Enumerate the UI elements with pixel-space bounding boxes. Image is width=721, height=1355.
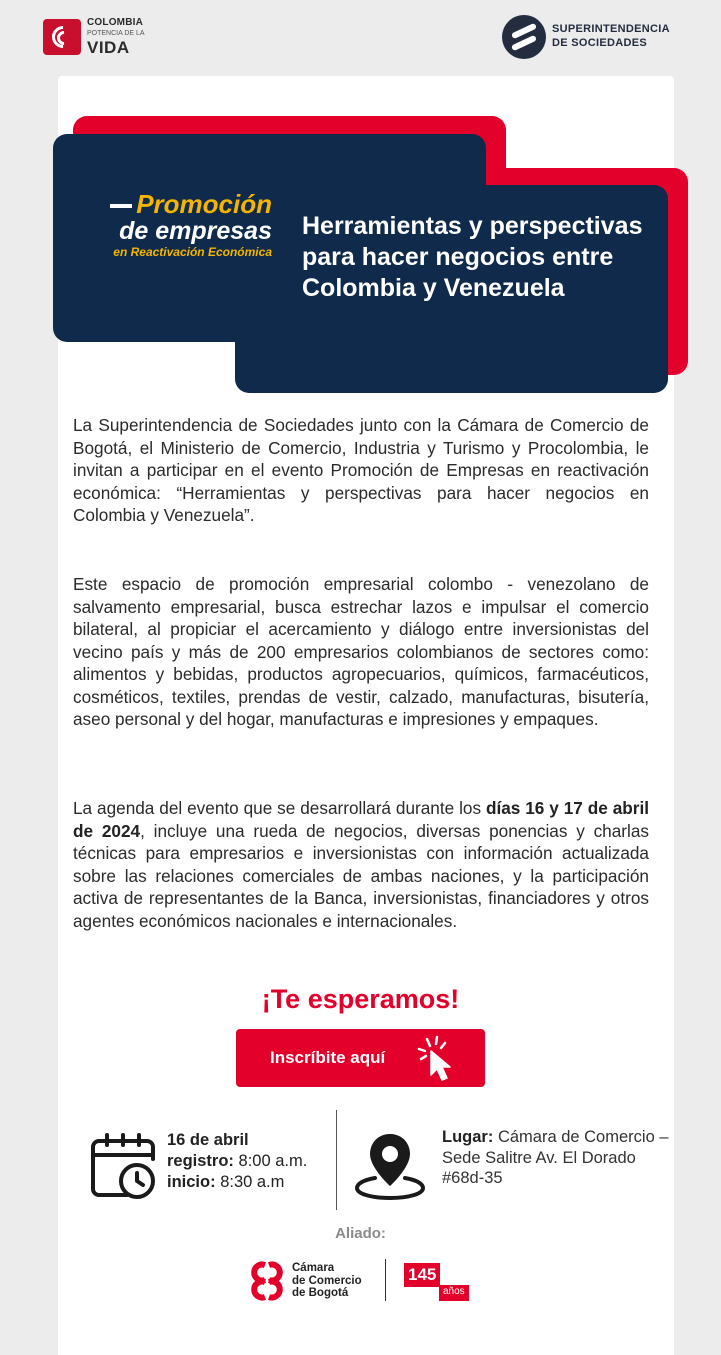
lugar-value: Cámara de Comercio – Sede Salitre Av. El Dorado #68d-35 bbox=[442, 1128, 669, 1187]
ccb-logo-line3: de Bogotá bbox=[292, 1287, 349, 1300]
lugar-label: Lugar: bbox=[442, 1128, 494, 1146]
promo-line1: Promoción bbox=[136, 189, 272, 219]
description-paragraph: Este espacio de promoción empresarial colombo - venezolano de salvamento empresarial, busca estrechar lazos e impulsar el comercio bilateral, al propiciar el acercamiento y diálogo entre inversionistas del vecino país y más de 200 empresarios colombianos de sectores como: alimentos y bebidas, productos agropecuarios, químicos, farmacéuticos, cosméticos, textiles, prendas de vestir, calzado, manufacturas, bisutería, aseo personal y del hogar, manufacturas e impresiones y empaques. bbox=[73, 574, 649, 729]
dash-decoration bbox=[110, 204, 132, 208]
ccb-logo-icon bbox=[248, 1261, 286, 1301]
inicio-label: inicio: bbox=[167, 1173, 216, 1191]
promo-brand bbox=[57, 190, 272, 260]
anniversary-word: años bbox=[439, 1285, 469, 1301]
event-location bbox=[442, 1127, 672, 1189]
agenda-text-post: , incluye una rueda de negocios, diversas ponencias y charlas técnicas para empresarios e inversionistas con información actualizada sobre las relaciones comerciales de ambas naciones, y la participación activa de representantes de la Banca, inversionistas, financiadores y otros agentes económicos nacionales e internacionales. bbox=[73, 820, 649, 931]
colombia-logo-icon bbox=[43, 19, 81, 55]
event-date: 16 de abril bbox=[167, 1131, 249, 1149]
ccb-logo-line2: de Comercio bbox=[292, 1274, 362, 1287]
intro-paragraph: La Superintendencia de Sociedades junto con la Cámara de Comercio de Bogotá, el Ministerio de Comercio, Industria y Turismo y Procolombia, le invitan a participar en el evento Promoción de Empresas en reactivación económica: “Herramientas y perspectivas para hacer negocios en Colombia y Venezuela”. bbox=[73, 415, 649, 525]
supersociedades-logo-line1: SUPERINTENDENCIA bbox=[552, 23, 670, 36]
registro-time: 8:00 a.m. bbox=[238, 1152, 308, 1170]
promo-line2: de empresas bbox=[119, 217, 272, 245]
ccb-logo-line1: Cámara bbox=[292, 1262, 335, 1275]
info-divider bbox=[336, 1110, 337, 1210]
event-date-block bbox=[167, 1130, 307, 1193]
agenda-text-pre: La agenda del evento que se desarrollará durante los bbox=[73, 798, 486, 818]
agenda-paragraph bbox=[73, 797, 649, 932]
colombia-logo-line3: VIDA bbox=[87, 38, 130, 57]
anniversary-number: 145 bbox=[404, 1263, 440, 1287]
register-button[interactable] bbox=[236, 1029, 485, 1087]
register-button-label: Inscríbite aquí bbox=[270, 1048, 386, 1067]
anniversary-badge bbox=[404, 1263, 465, 1297]
ally-divider bbox=[385, 1259, 386, 1301]
ccb-logo bbox=[248, 1261, 362, 1301]
cursor-click-icon bbox=[417, 1035, 457, 1083]
event-headline: Herramientas y perspectivas para hacer negocios entre Colombia y Venezuela bbox=[302, 212, 643, 302]
agenda-dates: días 16 y 17 de abril de 2024 bbox=[73, 798, 649, 841]
supersociedades-logo-line2: DE SOCIEDADES bbox=[552, 37, 647, 49]
location-pin-icon bbox=[353, 1130, 427, 1207]
inicio-time: 8:30 a.m bbox=[220, 1173, 285, 1191]
supersociedades-logo bbox=[502, 15, 670, 59]
colombia-logo bbox=[43, 18, 145, 56]
promo-line3: en Reactivación Económica bbox=[113, 245, 272, 259]
registro-label: registro: bbox=[167, 1152, 234, 1170]
colombia-logo-line1: COLOMBIA bbox=[87, 17, 144, 28]
calendar-clock-icon bbox=[89, 1131, 159, 1208]
top-header bbox=[0, 0, 721, 76]
supersociedades-logo-icon bbox=[502, 15, 546, 59]
cta-title: ¡Te esperamos! bbox=[261, 984, 460, 1014]
ally-label: Aliado: bbox=[335, 1225, 386, 1242]
colombia-logo-line2: POTENCIA DE LA bbox=[87, 30, 145, 37]
